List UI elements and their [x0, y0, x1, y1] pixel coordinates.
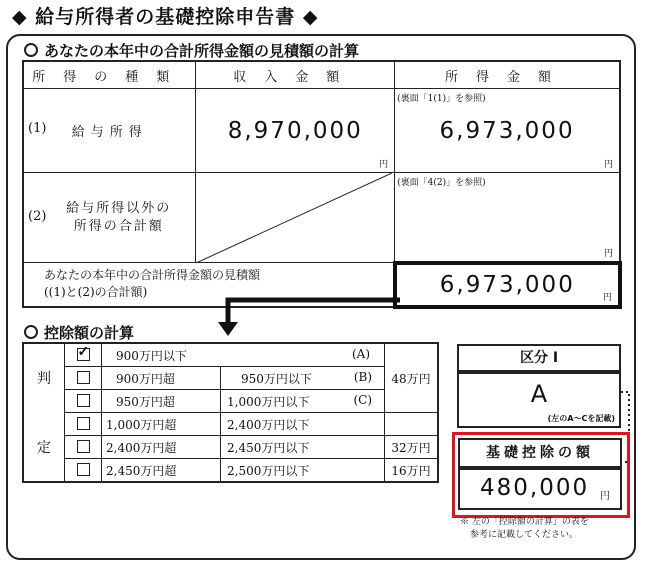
- checkbox-d[interactable]: [77, 417, 90, 430]
- range-c-to: 1,000万円以下: [227, 394, 310, 409]
- row1-earnings-cell[interactable]: [395, 89, 620, 173]
- income-table: [22, 60, 622, 309]
- hantei-cell-2: [23, 413, 65, 483]
- kiso-value: 480,000: [480, 475, 590, 501]
- kubun-field[interactable]: [457, 372, 621, 428]
- amount-abc: 48万円: [391, 371, 431, 386]
- yen-unit: 円: [603, 248, 613, 259]
- header-income: 収入金額: [196, 61, 395, 89]
- row1-type: [23, 89, 196, 173]
- total-label: あなたの本年中の合計所得金額の見積額: [44, 268, 261, 283]
- checkbox-a[interactable]: ✓: [77, 343, 90, 360]
- row1-num: (1): [28, 121, 47, 136]
- row1-earnings-value: 6,973,000: [439, 117, 575, 144]
- kiso-title: 基礎控除の額: [458, 438, 622, 468]
- range-a: [102, 343, 385, 367]
- range-b-to: 950万円以下: [241, 371, 312, 386]
- range-b-to-cell: [221, 367, 385, 390]
- check-a[interactable]: [65, 343, 102, 367]
- amount-abc-cell: [385, 343, 439, 413]
- amount-f: 16万円: [385, 459, 439, 483]
- row1-income-cell[interactable]: [196, 89, 395, 173]
- code-c: (C): [353, 392, 372, 407]
- row2-label: 給与所得以外の所得の合計額: [66, 200, 172, 234]
- range-a-from: 900万円以下: [116, 348, 187, 363]
- code-a: (A): [351, 346, 370, 361]
- section-income-title: あなたの本年中の合計所得金額の見積額の計算: [44, 42, 360, 60]
- row2-earnings-cell[interactable]: [395, 173, 620, 263]
- checkbox-f[interactable]: [77, 463, 90, 476]
- check-b[interactable]: [65, 367, 102, 390]
- diagonal-strike: [196, 173, 392, 263]
- amount-e: 32万円: [385, 436, 439, 459]
- check-d[interactable]: [65, 413, 102, 436]
- yen-unit: 円: [603, 160, 613, 170]
- row2-income-cell: [196, 173, 395, 263]
- range-f-to: 2,500万円以下: [221, 459, 385, 483]
- range-b-from: 900万円超: [102, 367, 221, 390]
- check-c[interactable]: [65, 390, 102, 413]
- range-d-from: 1,000万円超: [102, 413, 221, 436]
- yen-unit: 円: [379, 160, 389, 170]
- circle-icon: [24, 325, 38, 339]
- hantei-cell-1: [23, 343, 65, 413]
- footnote: [460, 516, 589, 542]
- circle-icon: [24, 43, 38, 57]
- total-cell[interactable]: [395, 263, 620, 307]
- yen-unit: 円: [600, 491, 610, 502]
- kubun-note: (左のA〜Cを記載): [547, 414, 615, 423]
- form-title: ◆ 給与所得者の基礎控除申告書 ◆: [12, 6, 319, 28]
- hantei-char-2: 定: [37, 439, 51, 456]
- kubun-title: 区分 I: [457, 344, 621, 372]
- range-e-to: 2,450万円以下: [221, 436, 385, 459]
- row1-ref-note: (裏面「1(1)」を参照): [397, 94, 486, 104]
- total-label-sub: ((1)と(2)の合計額): [44, 285, 148, 300]
- row2-num: (2): [28, 209, 47, 224]
- code-b: (B): [353, 369, 372, 384]
- checkbox-b[interactable]: [77, 371, 90, 384]
- row1-income-value: 8,970,000: [227, 117, 363, 144]
- range-d-to: 2,400万円以下: [221, 413, 385, 436]
- range-e-from: 2,400万円超: [102, 436, 221, 459]
- header-earnings: 所得金額: [395, 61, 620, 89]
- range-c-from: 950万円超: [102, 390, 221, 413]
- row2-type: [23, 173, 196, 263]
- deduction-table: [22, 342, 439, 483]
- checkbox-c[interactable]: [77, 394, 90, 407]
- check-e[interactable]: [65, 436, 102, 459]
- footnote-line-2: 参考に記載してください。: [470, 530, 579, 540]
- range-f-from: 2,450万円超: [102, 459, 221, 483]
- range-c-to-cell: [221, 390, 385, 413]
- flow-arrow: [210, 292, 410, 342]
- row2-ref-note: (裏面「4(2)」を参照): [397, 178, 486, 188]
- check-f[interactable]: [65, 459, 102, 483]
- section-income-heading: [24, 40, 359, 61]
- header-type: 所得の種類: [23, 61, 196, 89]
- footnote-line-1: ※ 左の「控除額の計算」の表を: [460, 517, 589, 527]
- yen-unit: 円: [602, 292, 612, 303]
- kiso-field[interactable]: [458, 468, 622, 510]
- total-value: 6,973,000: [439, 271, 575, 298]
- checkbox-e[interactable]: [77, 440, 90, 453]
- hantei-char-1: 判: [37, 371, 51, 388]
- section-deduction-heading: [24, 322, 134, 343]
- row1-label: 給与所得: [71, 125, 148, 140]
- section-deduction-title: 控除額の計算: [44, 324, 135, 342]
- amount-d: [385, 413, 439, 436]
- kubun-value: A: [530, 380, 548, 408]
